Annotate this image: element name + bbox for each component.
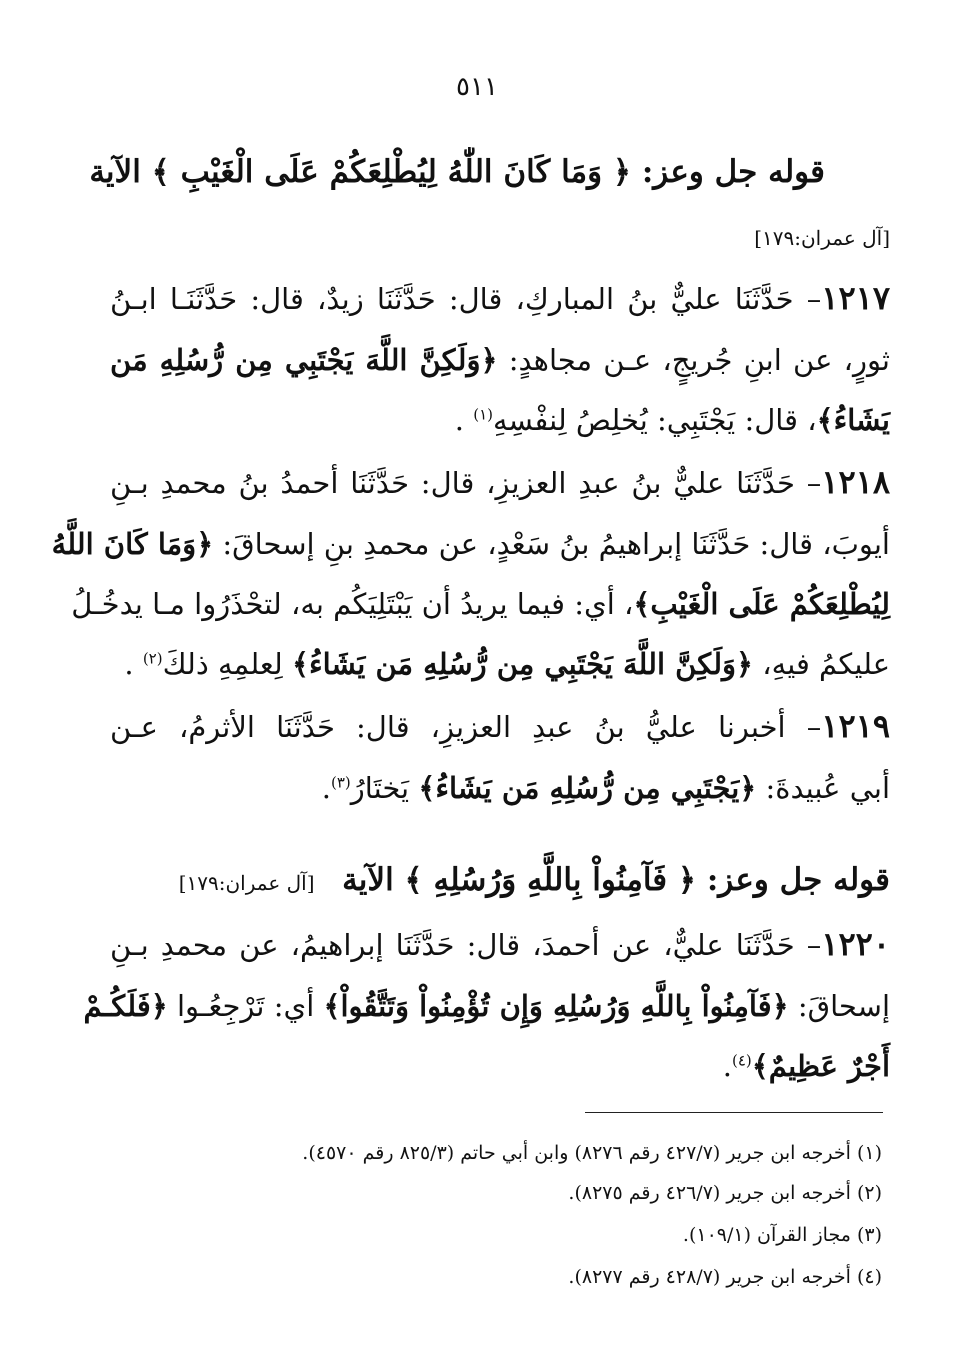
hadith-1217-line-3 [110,394,890,450]
hadith-1220-line-2 [83,980,890,1036]
hadith-text: – حَدَّثَنَا عليٌّ بنُ عبدِ العزيزِ، قال: حَدَّثَنَا أحمدُ بنُ محمدِ بـنِ [110,466,822,500]
hadith-1217-line-1 [110,272,890,328]
verse-reference-2: [آل عمران:١٧٩] [178,871,315,895]
quran-quote: ﴿فَلَكُـمْ [83,989,168,1023]
hadith-1219-line-1 [110,700,890,756]
hadith-text: ، أي: فيما يريدُ أن يَبْتَلِيَكُم به، لتحْذَرُوا مـا يدخُـلُ [71,587,634,621]
hadith-number: ١٢١٨ [821,463,890,501]
quran-quote: أَجْرٌ عَظِيمٌ﴾ [751,1049,890,1083]
hadith-text: يَختَارُ [350,771,410,805]
hadith-text: – حَدَّثَنَا عليٌّ بنُ المباركِ، قال: حَدَّثَنَا زيدٌ، قال: حَدَّثَنَـا ابـنُ [110,282,822,316]
footnote-4: (٤) أخرجه ابن جرير (٤٢٨/٧ رقم ٨٢٧٧). [568,1266,882,1288]
hadith-text: – حَدَّثَنَا عليٌّ، عن أحمدَ، قال: حَدَّثَنَا إبراهيمُ، عن محمدِ بـنِ [110,928,822,962]
hadith-1217-line-2 [110,334,890,390]
hadith-1220-line-3 [110,1040,890,1096]
sentence-end: . [722,1049,732,1083]
quran-quote: لِيُطْلِعَكُمْ عَلَى الْغَيْبِ﴾ [633,587,890,621]
footnote-marker: (١) [473,405,493,424]
hadith-text: – أخبرنا عليُّ بنُ عبدِ العزيزِ، قال: حَدَّثَنَا الأثرمُ، عـن [110,710,822,744]
section-heading-2: قوله جل وعز: ﴿ فَآمِنُواْ بِاللَّهِ وَرُسُلِهِ ﴾ الآية [342,862,890,898]
section-heading-2-row [110,854,890,910]
hadith-text: ثورٍ، عن ابنِ جُريجٍ، عـن مجاهدٍ: [508,343,891,377]
footnote-1: (١) أخرجه ابن جرير (٤٢٧/٧ رقم ٨٢٧٦) وابن أبي حاتم (٨٢٥/٣ رقم ٤٥٧٠). [302,1142,882,1164]
sentence-end: . [321,771,331,805]
hadith-1220-line-1 [110,918,890,974]
hadith-text: أبي عُبيدةَ: [765,771,890,805]
quran-quote: ﴿يَجْتَبِي مِن رُّسُلِهِ مَن يَشَاءُ﴾ [418,771,757,805]
hadith-text: لِعلمِهِ ذلكَ [162,647,283,681]
sentence-end: . [124,647,143,681]
hadith-1218-line-4 [110,638,890,694]
page-number: ٥١١ [456,72,498,102]
hadith-1218-line-1 [110,456,890,512]
footnote-2: (٢) أخرجه ابن جرير (٤٢٦/٧ رقم ٨٢٧٥). [568,1182,882,1204]
hadith-text: أيوبَ، قال: حَدَّثَنَا إبراهيمُ بنُ سَعْدٍ، عن محمدِ بنِ إسحاقَ: [222,527,890,561]
hadith-1219-line-2 [110,762,890,818]
hadith-text: ، قال: يَجْتَبِي: يُخلِصُ لِنفْسِهِ [492,403,817,437]
footnote-3: (٣) مجاز القرآن (١٠٩/١). [682,1224,882,1246]
footnote-marker: (٤) [732,1051,752,1070]
section-heading-1: قوله جل وعز: ﴿ وَمَا كَانَ اللّٰهُ لِيُطْلِعَكُمْ عَلَى الْغَيْبِ ﴾ الآية [89,154,825,190]
footnote-marker: (٢) [142,649,163,668]
footnote-marker: (٣) [330,773,351,792]
hadith-number: ١٢٢٠ [821,925,890,963]
quran-quote: يَشَاءُ﴾ [816,403,890,437]
quran-quote: ﴿فَآمِنُواْ بِاللَّهِ وَرُسُلِهِ وَإِن تُؤْمِنُواْ وَتَتَّقُواْ﴾ [323,989,789,1023]
hadith-number: ١٢١٩ [821,707,890,745]
quran-quote: ﴿وَلَكِنَّ اللَّهَ يَجْتَبِي مِن رُّسُلِهِ مَن يَشَاءُ﴾ [291,647,754,681]
verse-reference-1: [آل عمران:١٧٩] [754,226,890,250]
hadith-text: أي: تَرْجِعُـوا [176,989,315,1023]
quran-quote: ﴿وَلَكِنَّ اللَّهَ يَجْتَبِي مِن رُّسُلِهِ مَن [110,343,498,377]
footnote-separator [585,1112,883,1113]
hadith-number: ١٢١٧ [821,279,890,317]
quran-quote: ﴿وَمَا كَانَ اللَّهُ [51,527,214,561]
hadith-text: عليكمُ فيهِ، [762,647,890,681]
hadith-1218-line-2 [51,518,890,574]
hadith-text: إسحاقَ: [797,989,890,1023]
hadith-1218-line-3 [71,578,890,634]
sentence-end: . [454,403,474,437]
